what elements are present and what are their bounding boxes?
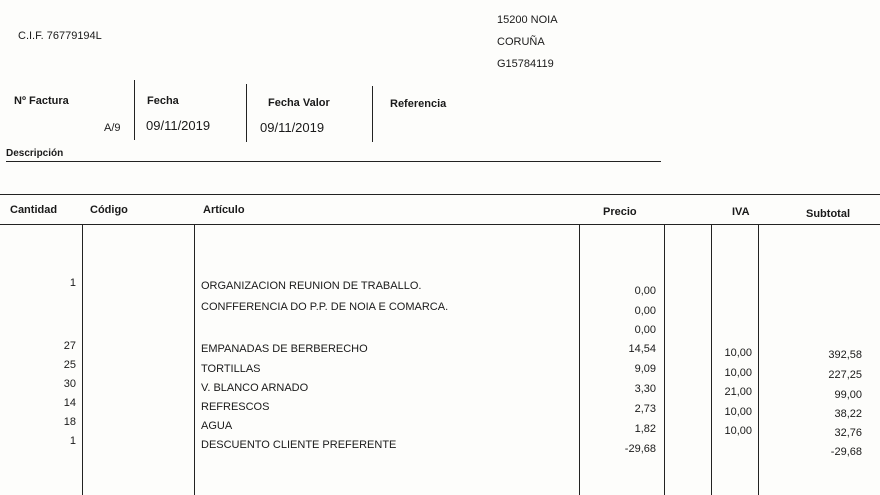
table-row-subtotal: -29,68: [830, 446, 862, 458]
table-row-iva: 10,00: [724, 406, 752, 418]
table-row-cantidad: 1: [69, 435, 76, 447]
header-divider-1: [134, 80, 135, 140]
table-row-subtotal: 227,25: [828, 369, 862, 381]
table-row-articulo: CONFFERENCIA DO P.P. DE NOIA E COMARCA.: [201, 301, 449, 313]
table-row-articulo: AGUA: [201, 420, 233, 432]
table-row-articulo: V. BLANCO ARNADO: [201, 382, 309, 394]
description-label: Descripción: [6, 148, 64, 159]
table-row-precio: 0,00: [634, 285, 656, 297]
table-row-iva: 10,00: [724, 367, 752, 379]
table-row-articulo: REFRESCOS: [201, 401, 270, 413]
value-date-label: Fecha Valor: [268, 97, 330, 109]
table-row-precio: 1,82: [634, 423, 656, 435]
header-cantidad: Cantidad: [10, 204, 58, 216]
table-row-cantidad: 27: [63, 340, 76, 352]
table-row-subtotal: 392,58: [828, 349, 862, 361]
table-header-border: [0, 224, 880, 225]
col-divider-precio: [664, 224, 665, 495]
col-divider-cantidad: [82, 224, 83, 495]
table-row-cantidad: 30: [63, 378, 76, 390]
table-row-precio: -29,68: [624, 443, 656, 455]
table-top-border: [0, 194, 880, 195]
header-articulo: Artículo: [203, 204, 245, 216]
table-row-iva: 21,00: [724, 386, 752, 398]
cif-number: C.I.F. 76779194L: [18, 30, 102, 42]
table-row-cantidad: 14: [63, 397, 76, 409]
col-divider-articulo: [579, 224, 580, 495]
table-row-articulo: TORTILLAS: [201, 363, 261, 375]
table-row-articulo: ORGANIZACION REUNION DE TRABALLO.: [201, 280, 422, 292]
table-row-precio: 9,09: [634, 363, 656, 375]
header-iva: IVA: [732, 206, 750, 218]
table-row-cantidad: 1: [69, 277, 76, 289]
table-row-cantidad: 25: [63, 359, 76, 371]
table-row-subtotal: 32,76: [834, 427, 862, 439]
table-row-precio: 2,73: [634, 403, 656, 415]
address-line-1: 15200 NOIA: [497, 14, 558, 26]
description-underline: [6, 161, 661, 162]
invoice-date: 09/11/2019: [146, 118, 211, 133]
header-divider-2: [246, 84, 247, 142]
reference-label: Referencia: [390, 98, 447, 110]
value-date: 09/11/2019: [260, 120, 325, 135]
header-codigo: Código: [90, 204, 128, 216]
table-row-articulo: DESCUENTO CLIENTE PREFERENTE: [201, 439, 397, 451]
table-row-precio: 14,54: [628, 343, 656, 355]
table-row-subtotal: 99,00: [834, 389, 862, 401]
address-line-2: CORUÑA: [497, 36, 545, 48]
address-line-3: G15784119: [497, 58, 554, 70]
date-label: Fecha: [147, 95, 179, 107]
table-row-precio: 3,30: [634, 383, 656, 395]
header-divider-3: [372, 86, 373, 142]
table-row-iva: 10,00: [724, 425, 752, 437]
invoice-number: A/9: [104, 122, 121, 134]
table-row-iva: 10,00: [724, 347, 752, 359]
col-divider-codigo: [194, 224, 195, 495]
table-row-articulo: EMPANADAS DE BERBERECHO: [201, 343, 368, 355]
header-precio: Precio: [603, 206, 637, 218]
table-row-subtotal: 38,22: [834, 408, 862, 420]
table-row-precio: 0,00: [634, 305, 656, 317]
table-row-precio: 0,00: [634, 324, 656, 336]
col-divider-iva-right: [758, 224, 759, 495]
invoice-number-label: Nº Factura: [14, 95, 69, 107]
table-row-cantidad: 18: [63, 416, 76, 428]
header-subtotal: Subtotal: [806, 208, 850, 220]
